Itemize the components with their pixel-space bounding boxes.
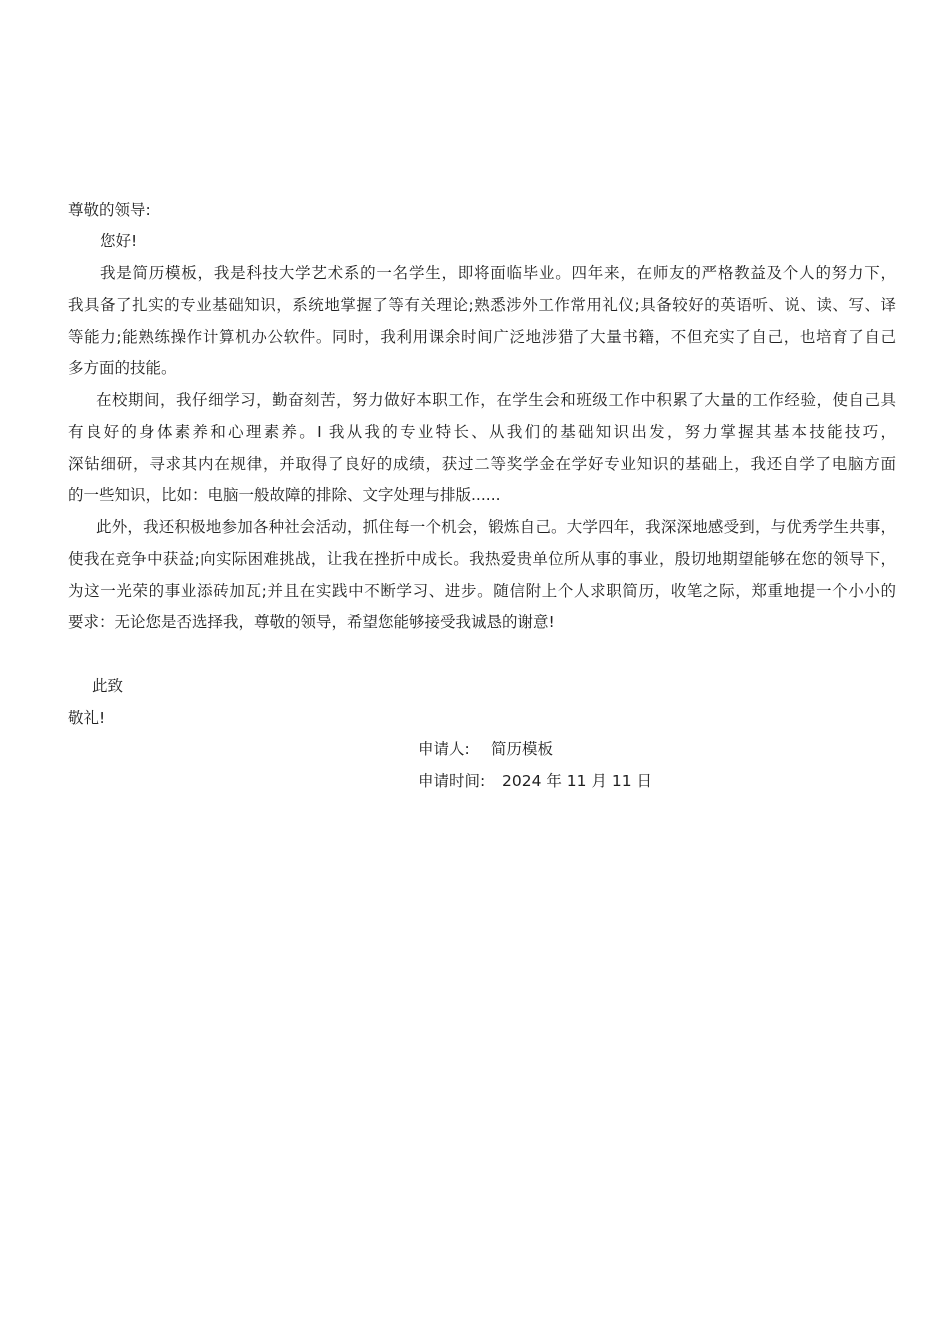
paragraph-1-line: 多方面的技能。	[68, 359, 177, 377]
paragraph-2-line: 在校期间，我仔细学习，勤奋刻苦，努力做好本职工作，在学生会和班级工作中积累了大量的工作经验，使自己具	[96, 391, 896, 409]
date-value: 2024 年 11 月 11 日	[502, 772, 653, 790]
paragraph-3-line: 使我在竞争中获益;向实际困难挑战，让我在挫折中成长。我热爱贵单位所从事的事业，殷切地期望能够在您的领导下，	[68, 550, 896, 568]
paragraph-1-line: 我是简历模板，我是科技大学艺术系的一名学生，即将面临毕业。四年来，在师友的严格教益及个人的努力下，	[100, 264, 896, 282]
paragraph-2-line: 有良好的身体素养和心理素养。I 我从我的专业特长、从我们的基础知识出发，努力掌握其基本技能技巧，	[68, 423, 896, 441]
date-label: 申请时间:	[418, 772, 486, 790]
paragraph-3-line: 为这一光荣的事业添砖加瓦;并且在实践中不断学习、进步。随信附上个人求职简历，收笔之际，郑重地提一个小小的	[68, 582, 896, 600]
paragraph-3-line: 要求：无论您是否选择我，尊敬的领导，希望您能够接受我诚恳的谢意!	[68, 613, 555, 631]
paragraph-3-line: 此外，我还积极地参加各种社会活动，抓住每一个机会，锻炼自己。大学四年，我深深地感受到，与优秀学生共事，	[96, 518, 896, 536]
paragraph-1-line: 我具备了扎实的专业基础知识，系统地掌握了等有关理论;熟悉涉外工作常用礼仪;具备较好的英语听、说、读、写、译	[68, 296, 896, 314]
paragraph-1-line: 等能力;能熟练操作计算机办公软件。同时，我利用课余时间广泛地涉猎了大量书籍，不但充实了自己，也培育了自己	[68, 328, 896, 346]
applicant-name: 简历模板	[491, 740, 554, 758]
applicant-label: 申请人:	[418, 740, 470, 758]
greeting: 您好!	[100, 232, 138, 250]
salutation: 尊敬的领导:	[68, 201, 151, 219]
paragraph-2-line: 深钻细研，寻求其内在规律，并取得了良好的成绩，获过二等奖学金在学好专业知识的基础上，我还自学了电脑方面	[68, 455, 896, 473]
closing-line-1: 此致	[92, 677, 124, 695]
paragraph-2-line: 的一些知识，比如：电脑一般故障的排除、文字处理与排版......	[68, 486, 501, 504]
closing-line-2: 敬礼!	[68, 709, 106, 727]
